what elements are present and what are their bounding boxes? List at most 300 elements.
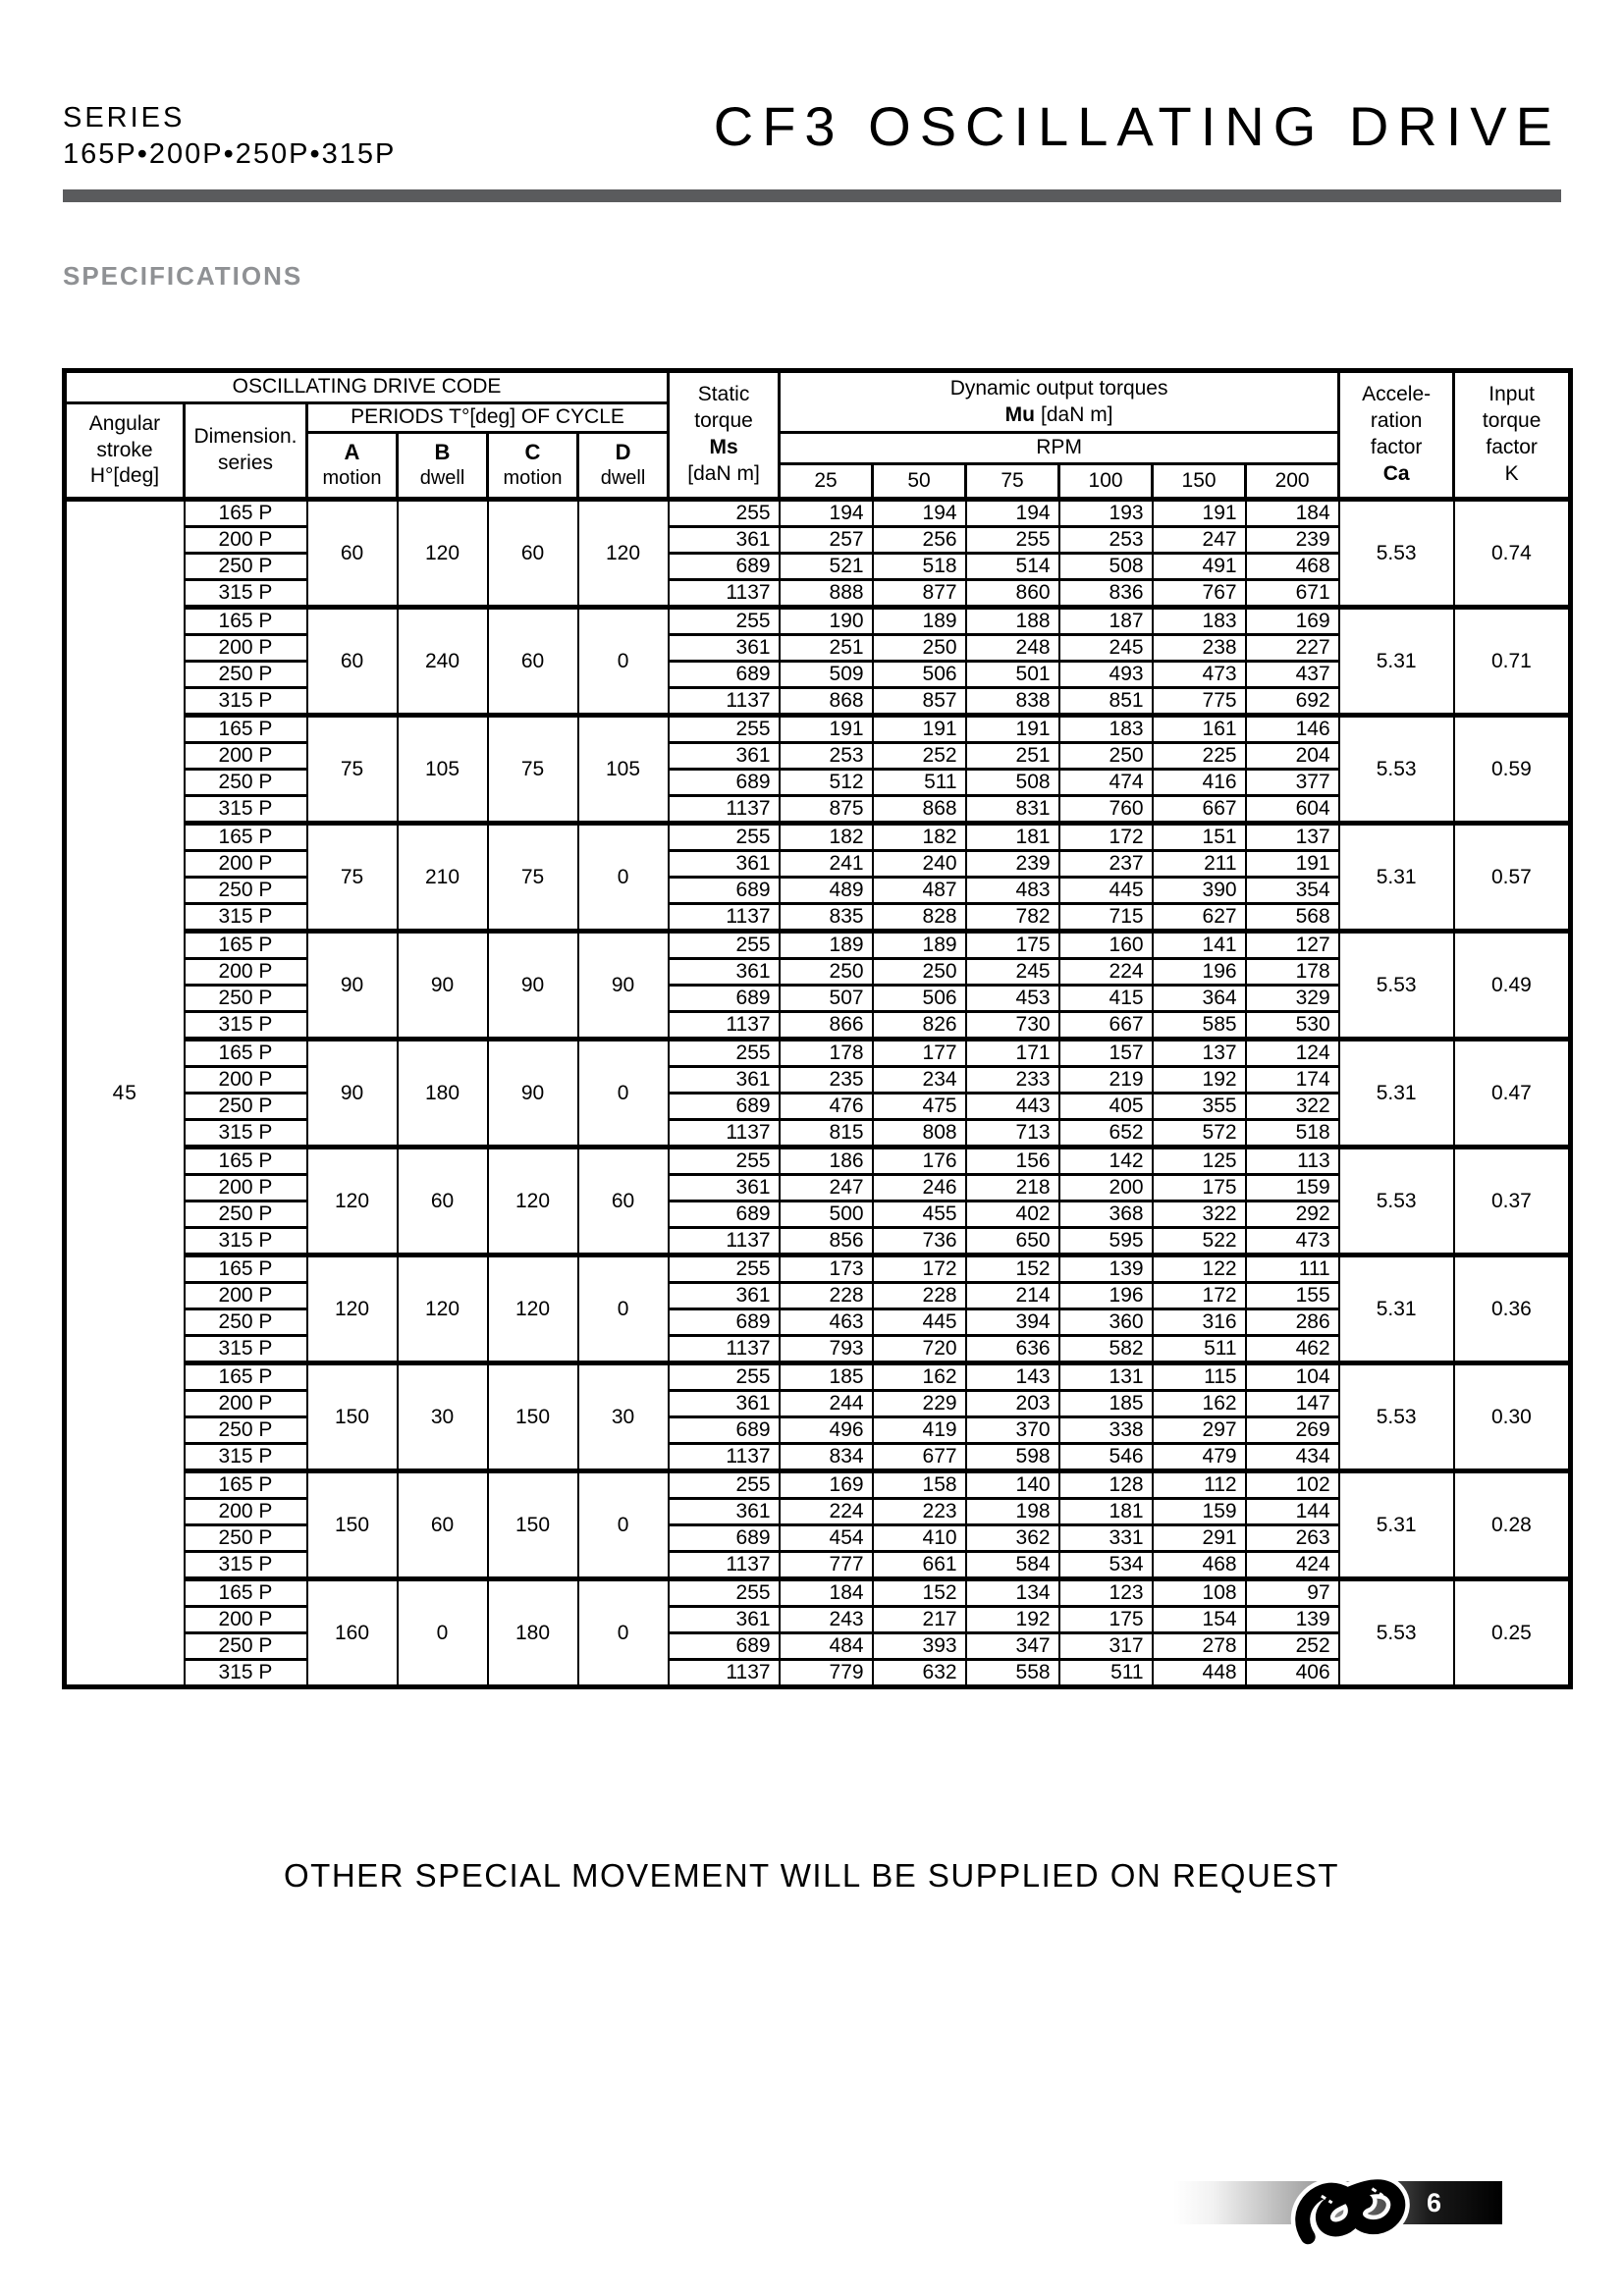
dimension-series-cell: 200 P — [185, 1607, 307, 1633]
rpm-torque-cell: 248 — [966, 635, 1059, 662]
rpm-torque-cell: 219 — [1059, 1067, 1153, 1094]
rpm-torque-cell: 191 — [780, 716, 873, 743]
static-torque-cell: 689 — [669, 554, 780, 580]
dimension-series-header: Dimension. series — [185, 403, 307, 500]
rpm-torque-cell: 189 — [873, 932, 966, 959]
rpm-torque-cell: 508 — [1059, 554, 1153, 580]
period-c-cell: 60 — [488, 500, 578, 608]
rpm-torque-cell: 808 — [873, 1120, 966, 1148]
static-torque-cell: 255 — [669, 1255, 780, 1283]
rpm-torque-cell: 155 — [1246, 1283, 1339, 1309]
rpm-torque-cell: 558 — [966, 1660, 1059, 1687]
static-torque-cell: 1137 — [669, 1120, 780, 1148]
rpm-torque-cell: 462 — [1246, 1336, 1339, 1363]
acceleration-factor-cell: 5.53 — [1339, 500, 1454, 608]
static-torque-cell: 255 — [669, 932, 780, 959]
static-torque-cell: 361 — [669, 959, 780, 986]
period-d-cell: 105 — [578, 716, 669, 824]
rpm-torque-cell: 144 — [1246, 1499, 1339, 1525]
footer-note: OTHER SPECIAL MOVEMENT WILL BE SUPPLIED ON REQUEST — [284, 1857, 1339, 1894]
static-torque-cell: 255 — [669, 1579, 780, 1607]
period-c-cell: 75 — [488, 824, 578, 932]
rpm-torque-cell: 463 — [780, 1309, 873, 1336]
table-body — [65, 500, 1571, 1687]
rpm-torque-cell: 203 — [966, 1391, 1059, 1417]
dimension-series-cell: 200 P — [185, 635, 307, 662]
rpm-torque-cell: 255 — [966, 527, 1059, 554]
rpm-torque-cell: 187 — [1059, 608, 1153, 635]
rpm-torque-cell: 508 — [966, 770, 1059, 796]
dimension-series-cell: 200 P — [185, 527, 307, 554]
rpm-torque-cell: 636 — [966, 1336, 1059, 1363]
period-b-cell: 30 — [398, 1363, 488, 1471]
static-torque-cell: 689 — [669, 1633, 780, 1660]
rpm-torque-cell: 192 — [1153, 1067, 1246, 1094]
static-torque-cell: 1137 — [669, 1552, 780, 1579]
rpm-torque-cell: 775 — [1153, 688, 1246, 716]
rpm-torque-cell: 511 — [873, 770, 966, 796]
input-factor-cell: 0.49 — [1454, 932, 1571, 1040]
rpm-torque-cell: 245 — [1059, 635, 1153, 662]
static-torque-cell: 689 — [669, 662, 780, 688]
rpm-torque-cell: 585 — [1153, 1012, 1246, 1040]
rpm-torque-cell: 251 — [966, 743, 1059, 770]
rpm-torque-cell: 291 — [1153, 1525, 1246, 1552]
static-torque-cell: 255 — [669, 716, 780, 743]
period-a-cell: 150 — [307, 1471, 398, 1579]
rpm-torque-cell: 487 — [873, 878, 966, 904]
static-torque-cell: 255 — [669, 1471, 780, 1499]
period-b-cell: 180 — [398, 1040, 488, 1148]
rpm-torque-cell: 233 — [966, 1067, 1059, 1094]
period-c-cell: 120 — [488, 1148, 578, 1255]
rpm-torque-cell: 174 — [1246, 1067, 1339, 1094]
dimension-series-cell: 250 P — [185, 1201, 307, 1228]
rpm-torque-cell: 193 — [1059, 500, 1153, 527]
table-header — [65, 371, 1571, 500]
static-torque-cell: 1137 — [669, 1228, 780, 1255]
period-d-cell: 0 — [578, 1040, 669, 1148]
rpm-torque-cell: 448 — [1153, 1660, 1246, 1687]
rpm-torque-cell: 875 — [780, 796, 873, 824]
static-torque-cell: 689 — [669, 986, 780, 1012]
rpm-torque-cell: 511 — [1153, 1336, 1246, 1363]
rpm-torque-cell: 370 — [966, 1417, 1059, 1444]
rpm-torque-cell: 128 — [1059, 1471, 1153, 1499]
rpm-torque-cell: 782 — [966, 904, 1059, 932]
rpm-torque-cell: 178 — [780, 1040, 873, 1067]
static-torque-cell: 689 — [669, 1201, 780, 1228]
acceleration-factor-cell: 5.31 — [1339, 1040, 1454, 1148]
period-d-cell: 0 — [578, 608, 669, 716]
rpm-torque-cell: 437 — [1246, 662, 1339, 688]
rpm-torque-cell: 175 — [1153, 1175, 1246, 1201]
rpm-torque-cell: 183 — [1153, 608, 1246, 635]
static-torque-header: Static torque Ms [daN m] — [669, 371, 780, 500]
rpm-torque-cell: 156 — [966, 1148, 1059, 1175]
rpm-torque-cell: 360 — [1059, 1309, 1153, 1336]
period-d-cell: 120 — [578, 500, 669, 608]
period-a-cell: 90 — [307, 932, 398, 1040]
header-rule — [63, 189, 1561, 202]
rpm-torque-cell: 493 — [1059, 662, 1153, 688]
rpm-torque-cell: 218 — [966, 1175, 1059, 1201]
rpm-torque-cell: 194 — [780, 500, 873, 527]
static-torque-cell: 1137 — [669, 796, 780, 824]
rpm-torque-cell: 224 — [1059, 959, 1153, 986]
rpm-torque-cell: 269 — [1246, 1417, 1339, 1444]
period-c-cell: 180 — [488, 1579, 578, 1687]
rpm-torque-cell: 185 — [1059, 1391, 1153, 1417]
dimension-series-cell: 200 P — [185, 1499, 307, 1525]
rpm-torque-cell: 888 — [780, 580, 873, 608]
rpm-torque-cell: 225 — [1153, 743, 1246, 770]
static-torque-cell: 1137 — [669, 580, 780, 608]
rpm-torque-cell: 322 — [1153, 1201, 1246, 1228]
table-row — [65, 1148, 1571, 1175]
static-torque-cell: 361 — [669, 1391, 780, 1417]
rpm-torque-cell: 512 — [780, 770, 873, 796]
rpm-torque-cell: 263 — [1246, 1525, 1339, 1552]
rpm-torque-cell: 251 — [780, 635, 873, 662]
rpm-torque-cell: 483 — [966, 878, 1059, 904]
table-row — [65, 824, 1571, 851]
rpm-torque-cell: 474 — [1059, 770, 1153, 796]
rpm-torque-cell: 154 — [1153, 1607, 1246, 1633]
rpm-torque-cell: 667 — [1153, 796, 1246, 824]
rpm-torque-cell: 860 — [966, 580, 1059, 608]
dimension-series-cell: 165 P — [185, 1471, 307, 1499]
rpm-torque-cell: 190 — [780, 608, 873, 635]
rpm-torque-cell: 183 — [1059, 716, 1153, 743]
rpm-torque-cell: 102 — [1246, 1471, 1339, 1499]
input-factor-header: Input torque factor K — [1454, 371, 1571, 500]
static-torque-cell: 1137 — [669, 688, 780, 716]
rpm-torque-cell: 198 — [966, 1499, 1059, 1525]
period-b-header: B dwell — [398, 433, 488, 500]
rpm-torque-cell: 159 — [1153, 1499, 1246, 1525]
rpm-torque-cell: 227 — [1246, 635, 1339, 662]
rpm-torque-cell: 521 — [780, 554, 873, 580]
dimension-series-cell: 315 P — [185, 1444, 307, 1471]
rpm-torque-cell: 125 — [1153, 1148, 1246, 1175]
rpm-torque-cell: 292 — [1246, 1201, 1339, 1228]
period-b-cell: 120 — [398, 500, 488, 608]
period-c-cell: 150 — [488, 1363, 578, 1471]
rpm-torque-cell: 185 — [780, 1363, 873, 1391]
rpm-torque-cell: 191 — [1153, 500, 1246, 527]
dimension-series-cell: 165 P — [185, 824, 307, 851]
rpm-torque-cell: 250 — [873, 959, 966, 986]
rpm-torque-cell: 108 — [1153, 1579, 1246, 1607]
rpm-torque-cell: 297 — [1153, 1417, 1246, 1444]
table-row — [65, 500, 1571, 527]
series-block — [63, 102, 396, 172]
rpm-torque-cell: 506 — [873, 986, 966, 1012]
dimension-series-cell: 315 P — [185, 1228, 307, 1255]
rpm-torque-cell: 196 — [1059, 1283, 1153, 1309]
rpm-torque-cell: 582 — [1059, 1336, 1153, 1363]
rpm-torque-cell: 598 — [966, 1444, 1059, 1471]
rpm-torque-cell: 192 — [966, 1607, 1059, 1633]
dimension-series-cell: 250 P — [185, 1633, 307, 1660]
period-a-cell: 75 — [307, 824, 398, 932]
period-d-cell: 0 — [578, 1471, 669, 1579]
rpm-torque-cell: 181 — [966, 824, 1059, 851]
input-factor-cell: 0.47 — [1454, 1040, 1571, 1148]
rpm-torque-cell: 159 — [1246, 1175, 1339, 1201]
rpm-torque-cell: 158 — [873, 1471, 966, 1499]
series-models: 165P•200P•250P•315P — [63, 138, 397, 171]
dimension-series-cell: 250 P — [185, 878, 307, 904]
rpm-torque-cell: 362 — [966, 1525, 1059, 1552]
dimension-series-cell: 250 P — [185, 662, 307, 688]
period-b-cell: 90 — [398, 932, 488, 1040]
static-torque-cell: 1137 — [669, 904, 780, 932]
rpm-torque-cell: 595 — [1059, 1228, 1153, 1255]
rpm-torque-cell: 112 — [1153, 1471, 1246, 1499]
dimension-series-cell: 200 P — [185, 743, 307, 770]
period-d-cell: 0 — [578, 824, 669, 932]
rpm-torque-cell: 518 — [1246, 1120, 1339, 1148]
rpm-torque-cell: 692 — [1246, 688, 1339, 716]
period-a-cell: 120 — [307, 1255, 398, 1363]
period-d-header: D dwell — [578, 433, 669, 500]
rpm-torque-cell: 171 — [966, 1040, 1059, 1067]
dimension-series-cell: 315 P — [185, 1336, 307, 1363]
rpm-torque-cell: 178 — [1246, 959, 1339, 986]
rpm-torque-cell: 455 — [873, 1201, 966, 1228]
rpm-torque-cell: 627 — [1153, 904, 1246, 932]
dimension-series-cell: 165 P — [185, 716, 307, 743]
rpm-torque-cell: 831 — [966, 796, 1059, 824]
rpm-torque-cell: 186 — [780, 1148, 873, 1175]
rpm-torque-cell: 241 — [780, 851, 873, 878]
page-title: CF3 OSCILLATING DRIVE — [713, 95, 1561, 157]
rpm-torque-cell: 243 — [780, 1607, 873, 1633]
dimension-series-cell: 250 P — [185, 554, 307, 580]
period-c-cell: 90 — [488, 932, 578, 1040]
rpm-torque-cell: 394 — [966, 1309, 1059, 1336]
rpm-torque-cell: 454 — [780, 1525, 873, 1552]
rpm-torque-cell: 244 — [780, 1391, 873, 1417]
rpm-torque-cell: 715 — [1059, 904, 1153, 932]
rpm-torque-cell: 338 — [1059, 1417, 1153, 1444]
rpm-torque-cell: 278 — [1153, 1633, 1246, 1660]
dimension-series-cell: 250 P — [185, 1309, 307, 1336]
dimension-series-cell: 315 P — [185, 1660, 307, 1687]
rpm-torque-cell: 530 — [1246, 1012, 1339, 1040]
dimension-series-cell: 165 P — [185, 1148, 307, 1175]
dimension-series-cell: 315 P — [185, 1552, 307, 1579]
rpm-torque-cell: 252 — [1246, 1633, 1339, 1660]
period-d-cell: 30 — [578, 1363, 669, 1471]
period-d-cell: 0 — [578, 1255, 669, 1363]
rpm-torque-cell: 857 — [873, 688, 966, 716]
dimension-series-cell: 200 P — [185, 1391, 307, 1417]
period-c-cell: 60 — [488, 608, 578, 716]
input-factor-cell: 0.59 — [1454, 716, 1571, 824]
dimension-series-cell: 165 P — [185, 1040, 307, 1067]
rpm-torque-cell: 234 — [873, 1067, 966, 1094]
rpm-torque-cell: 175 — [1059, 1607, 1153, 1633]
rpm-torque-cell: 181 — [1059, 1499, 1153, 1525]
rpm-torque-cell: 253 — [780, 743, 873, 770]
period-b-cell: 240 — [398, 608, 488, 716]
rpm-torque-cell: 476 — [780, 1094, 873, 1120]
rpm-torque-cell: 250 — [1059, 743, 1153, 770]
static-torque-cell: 361 — [669, 851, 780, 878]
period-b-cell: 120 — [398, 1255, 488, 1363]
rpm-torque-cell: 856 — [780, 1228, 873, 1255]
rpm-torque-cell: 157 — [1059, 1040, 1153, 1067]
static-torque-cell: 689 — [669, 1525, 780, 1552]
rpm-torque-cell: 347 — [966, 1633, 1059, 1660]
rpm-torque-cell: 169 — [780, 1471, 873, 1499]
rpm-torque-cell: 113 — [1246, 1148, 1339, 1175]
rpm-column-header: 150 — [1153, 464, 1246, 500]
rpm-torque-cell: 127 — [1246, 932, 1339, 959]
rpm-torque-cell: 677 — [873, 1444, 966, 1471]
rpm-torque-cell: 868 — [873, 796, 966, 824]
rpm-torque-cell: 147 — [1246, 1391, 1339, 1417]
rpm-torque-cell: 194 — [966, 500, 1059, 527]
rpm-torque-cell: 188 — [966, 608, 1059, 635]
rpm-column-header: 75 — [966, 464, 1059, 500]
rpm-torque-cell: 253 — [1059, 527, 1153, 554]
rpm-torque-cell: 479 — [1153, 1444, 1246, 1471]
rpm-torque-cell: 736 — [873, 1228, 966, 1255]
rpm-torque-cell: 468 — [1246, 554, 1339, 580]
rpm-torque-cell: 354 — [1246, 878, 1339, 904]
table-row — [65, 1579, 1571, 1607]
rpm-torque-cell: 247 — [780, 1175, 873, 1201]
rpm-torque-cell: 507 — [780, 986, 873, 1012]
rpm-torque-cell: 368 — [1059, 1201, 1153, 1228]
acceleration-factor-cell: 5.53 — [1339, 1579, 1454, 1687]
acceleration-factor-header: Accele- ration factor Ca — [1339, 371, 1454, 500]
rpm-torque-cell: 406 — [1246, 1660, 1339, 1687]
period-a-cell: 150 — [307, 1363, 398, 1471]
rpm-torque-cell: 137 — [1153, 1040, 1246, 1067]
dimension-series-cell: 165 P — [185, 1579, 307, 1607]
period-b-cell: 60 — [398, 1471, 488, 1579]
dimension-series-cell: 200 P — [185, 851, 307, 878]
period-b-cell: 60 — [398, 1148, 488, 1255]
table-row — [65, 1471, 1571, 1499]
rpm-torque-cell: 671 — [1246, 580, 1339, 608]
rpm-torque-cell: 161 — [1153, 716, 1246, 743]
rpm-torque-cell: 152 — [966, 1255, 1059, 1283]
rpm-torque-cell: 97 — [1246, 1579, 1339, 1607]
rpm-torque-cell: 177 — [873, 1040, 966, 1067]
rpm-torque-cell: 151 — [1153, 824, 1246, 851]
table-row — [65, 716, 1571, 743]
static-torque-cell: 361 — [669, 527, 780, 554]
acceleration-factor-cell: 5.53 — [1339, 932, 1454, 1040]
table-row — [65, 1363, 1571, 1391]
rpm-torque-cell: 139 — [1246, 1607, 1339, 1633]
rpm-torque-cell: 139 — [1059, 1255, 1153, 1283]
rpm-torque-cell: 652 — [1059, 1120, 1153, 1148]
rpm-torque-cell: 142 — [1059, 1148, 1153, 1175]
input-factor-cell: 0.74 — [1454, 500, 1571, 608]
page-number: 6 — [1426, 2188, 1441, 2217]
rpm-torque-cell: 224 — [780, 1499, 873, 1525]
rpm-torque-cell: 445 — [873, 1309, 966, 1336]
dimension-series-cell: 200 P — [185, 1283, 307, 1309]
input-factor-cell: 0.71 — [1454, 608, 1571, 716]
rpm-torque-cell: 250 — [780, 959, 873, 986]
rpm-torque-cell: 240 — [873, 851, 966, 878]
rpm-torque-cell: 377 — [1246, 770, 1339, 796]
dimension-series-cell: 250 P — [185, 1525, 307, 1552]
rpm-torque-cell: 443 — [966, 1094, 1059, 1120]
static-torque-cell: 361 — [669, 1175, 780, 1201]
rpm-torque-cell: 239 — [1246, 527, 1339, 554]
rpm-torque-cell: 777 — [780, 1552, 873, 1579]
rpm-torque-cell: 191 — [1246, 851, 1339, 878]
rpm-torque-cell: 506 — [873, 662, 966, 688]
static-torque-cell: 361 — [669, 743, 780, 770]
rpm-torque-cell: 189 — [780, 932, 873, 959]
rpm-torque-cell: 793 — [780, 1336, 873, 1363]
rpm-torque-cell: 496 — [780, 1417, 873, 1444]
dimension-series-cell: 200 P — [185, 1175, 307, 1201]
period-a-cell: 75 — [307, 716, 398, 824]
rpm-torque-cell: 184 — [1246, 500, 1339, 527]
static-torque-cell: 689 — [669, 1309, 780, 1336]
rpm-torque-cell: 257 — [780, 527, 873, 554]
rpm-torque-cell: 720 — [873, 1336, 966, 1363]
rpm-torque-cell: 393 — [873, 1633, 966, 1660]
rpm-torque-cell: 182 — [873, 824, 966, 851]
rpm-torque-cell: 162 — [873, 1363, 966, 1391]
period-c-cell: 75 — [488, 716, 578, 824]
static-torque-cell: 1137 — [669, 1444, 780, 1471]
static-torque-cell: 1137 — [669, 1660, 780, 1687]
knot-logo-icon — [1284, 2152, 1417, 2259]
rpm-torque-cell: 514 — [966, 554, 1059, 580]
rpm-torque-cell: 632 — [873, 1660, 966, 1687]
static-torque-cell: 255 — [669, 1148, 780, 1175]
rpm-torque-cell: 169 — [1246, 608, 1339, 635]
rpm-torque-cell: 453 — [966, 986, 1059, 1012]
static-torque-cell: 361 — [669, 1283, 780, 1309]
input-factor-cell: 0.57 — [1454, 824, 1571, 932]
static-torque-cell: 1137 — [669, 1012, 780, 1040]
static-torque-cell: 255 — [669, 500, 780, 527]
rpm-torque-cell: 140 — [966, 1471, 1059, 1499]
rpm-torque-cell: 468 — [1153, 1552, 1246, 1579]
static-torque-cell: 689 — [669, 1417, 780, 1444]
rpm-torque-cell: 239 — [966, 851, 1059, 878]
table-row — [65, 1255, 1571, 1283]
acceleration-factor-cell: 5.31 — [1339, 1255, 1454, 1363]
dimension-series-cell: 315 P — [185, 1120, 307, 1148]
rpm-torque-cell: 331 — [1059, 1525, 1153, 1552]
dimension-series-cell: 200 P — [185, 1067, 307, 1094]
rpm-torque-cell: 815 — [780, 1120, 873, 1148]
page-footer-bar — [1173, 2181, 1502, 2224]
rpm-torque-cell: 415 — [1059, 986, 1153, 1012]
rpm-torque-cell: 252 — [873, 743, 966, 770]
rpm-torque-cell: 175 — [966, 932, 1059, 959]
series-label: SERIES — [63, 102, 186, 133]
rpm-torque-cell: 160 — [1059, 932, 1153, 959]
rpm-torque-cell: 511 — [1059, 1660, 1153, 1687]
rpm-column-header: 25 — [780, 464, 873, 500]
